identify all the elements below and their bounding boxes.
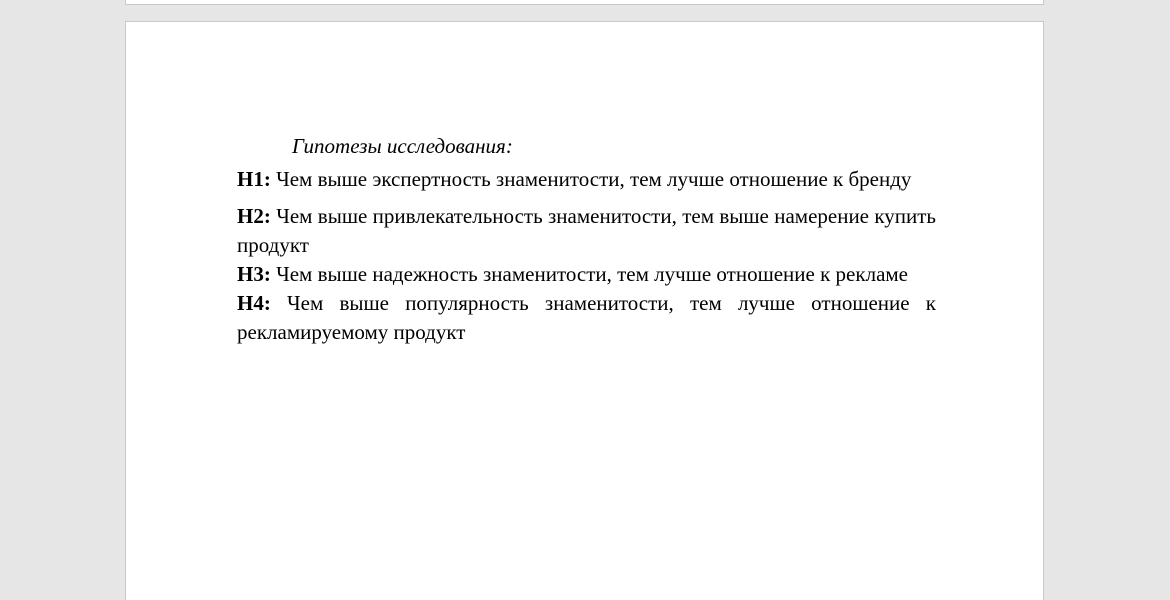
hypothesis-text: Чем выше экспертность знаменитости, тем лучше отношение к бренду (276, 167, 912, 191)
hypothesis-text: Чем выше популярность знаменитости, тем лучше отношение к рекламируемому продукт (237, 291, 937, 344)
hypothesis-text: Чем выше надежность знаменитости, тем лучше отношение к рекламе (276, 262, 908, 286)
hypothesis-label: H4: (237, 291, 271, 315)
hypothesis-label: H1: (237, 167, 271, 191)
hypothesis-h1 (237, 165, 936, 194)
previous-page (125, 0, 1044, 5)
hypothesis-text: Чем выше привлекательность знаменитости, тем выше намерение купить продукт (237, 204, 936, 257)
section-heading: Гипотезы исследования: (292, 134, 513, 158)
document-page[interactable] (125, 21, 1044, 600)
hypothesis-label: H2: (237, 204, 271, 228)
hypothesis-h2 (237, 202, 936, 260)
hypothesis-h4 (237, 289, 936, 347)
page-body[interactable] (237, 132, 936, 347)
hypothesis-label: H3: (237, 262, 271, 286)
hypothesis-h3 (237, 260, 936, 289)
